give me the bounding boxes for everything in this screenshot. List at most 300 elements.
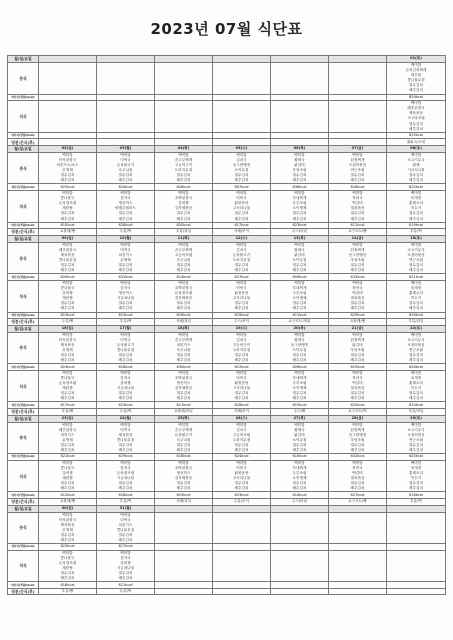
menu-item: 열무김치 bbox=[409, 263, 423, 268]
menu-item: 시금치나물 bbox=[116, 386, 135, 391]
snack-cell: 주스/쿠키 bbox=[213, 319, 271, 326]
dinner-row bbox=[8, 550, 446, 582]
lunch-kcal-row bbox=[8, 274, 446, 281]
menu-item: 열무김치 bbox=[176, 353, 191, 358]
snack-cell bbox=[271, 139, 329, 146]
menu-item: 숙주나물 bbox=[176, 348, 191, 352]
kcal-cell: 622kcal bbox=[39, 184, 97, 191]
dinner-cell bbox=[155, 460, 213, 492]
snack-cell bbox=[271, 588, 329, 595]
menu-item: 열무김치 bbox=[234, 211, 249, 216]
dinner-cell bbox=[387, 550, 446, 582]
menu-item: 제육볶음 bbox=[409, 111, 423, 116]
snack-cell: 우유/빵 bbox=[39, 588, 97, 595]
menu-item: 백미밥 bbox=[352, 280, 363, 285]
menu-item bbox=[271, 538, 328, 543]
snack-cell bbox=[387, 588, 446, 595]
kcal-cell: 609kcal bbox=[271, 274, 329, 281]
menu-item: 백미밥 bbox=[294, 242, 305, 247]
dinner-cell bbox=[329, 101, 387, 133]
menu-item: 배추김치 bbox=[350, 268, 365, 273]
dinner-cell bbox=[271, 101, 329, 133]
day-header: 12(수) bbox=[213, 235, 271, 242]
lunch-cell bbox=[39, 152, 97, 184]
kcal-cell bbox=[155, 132, 213, 139]
menu-item: 백미밥 bbox=[236, 370, 247, 375]
lunch-cell bbox=[39, 242, 97, 274]
day-header: 19(수) bbox=[213, 325, 271, 332]
menu-item: 호박된장국 bbox=[174, 196, 193, 201]
menu-item: 김치국 bbox=[236, 337, 247, 342]
menu-item: 호박된장국 bbox=[174, 286, 193, 291]
menu-item: 멸치볶음 bbox=[350, 476, 365, 481]
menu-item: 배추김치 bbox=[234, 306, 249, 311]
menu-item: 콩나물국 bbox=[60, 196, 75, 201]
snack-cell: 두유/떡 bbox=[97, 229, 155, 236]
menu-item: 열무김치 bbox=[118, 301, 133, 306]
menu-item: 도라지무침 bbox=[232, 437, 251, 442]
kcal-cell: 618kcal bbox=[155, 312, 213, 319]
day-header: 31(월) bbox=[97, 505, 155, 512]
menu-item: 동그랑땡전 bbox=[290, 342, 309, 347]
dinner-kcal-row bbox=[8, 492, 446, 499]
menu-item: 생선까스 bbox=[176, 381, 191, 386]
dinner-cell bbox=[271, 370, 329, 402]
lunch-cell bbox=[329, 63, 387, 95]
kcal-cell: 612kcal bbox=[329, 222, 387, 229]
menu-item: 백미밥 bbox=[62, 422, 73, 427]
lunch-row bbox=[8, 242, 446, 274]
dinner-row bbox=[8, 460, 446, 492]
snack-label: 당분/간식(후) bbox=[8, 588, 39, 595]
menu-item: 오징어볶음 bbox=[348, 163, 367, 168]
menu-item: 연근조림 bbox=[409, 258, 423, 263]
menu-item: 된장찌개 bbox=[350, 247, 365, 252]
menu-item: 연근조림 bbox=[350, 168, 365, 173]
snack-cell: 식혜/쿠키 bbox=[213, 409, 271, 416]
menu-item: 백미밥 bbox=[410, 191, 422, 196]
menu-item: 된장찌개 bbox=[350, 158, 365, 162]
menu-item: 배추김치 bbox=[234, 396, 249, 401]
menu-item: 열무김치 bbox=[350, 443, 365, 447]
menu-item: 백미밥 bbox=[120, 280, 131, 285]
dinner-cell bbox=[271, 550, 329, 582]
menu-item: 배추김치 bbox=[176, 216, 191, 221]
menu-item: 배추김치 bbox=[409, 126, 423, 131]
lunch-row bbox=[8, 63, 446, 95]
menu-item bbox=[329, 576, 386, 581]
menu-item: 열무김치 bbox=[118, 173, 133, 178]
lunch-cell bbox=[329, 422, 387, 454]
snack-cell bbox=[329, 588, 387, 595]
menu-item: 열무김치 bbox=[176, 391, 191, 396]
day-header: 17(월) bbox=[97, 325, 155, 332]
menu-item: 백미밥 bbox=[178, 332, 189, 337]
menu-item: 열무김치 bbox=[60, 173, 75, 178]
lunch-cell bbox=[155, 63, 213, 95]
day-header bbox=[39, 56, 97, 63]
dinner-cell bbox=[387, 460, 446, 492]
menu-item: 열무김치 bbox=[176, 263, 191, 268]
menu-item: 황태국 bbox=[294, 337, 305, 342]
menu-item: 치킨가스 bbox=[60, 432, 75, 437]
menu-item: 계란찜 bbox=[62, 296, 73, 301]
menu-item: 열무김치 bbox=[350, 263, 365, 268]
menu-item: 백미밥 bbox=[294, 422, 305, 427]
menu-item: 미역국 bbox=[120, 427, 131, 432]
kcal-cell: 626kcal bbox=[97, 492, 155, 499]
menu-item: 열무김치 bbox=[118, 391, 133, 396]
snack-label: 당분/간식(후) bbox=[8, 498, 39, 505]
menu-item: 오이생채 bbox=[292, 476, 307, 481]
menu-item: 시금치나물 bbox=[116, 565, 135, 570]
menu-item: 배추김치 bbox=[60, 216, 75, 221]
dinner-row bbox=[8, 101, 446, 133]
dinner-label: 석식 bbox=[8, 191, 39, 223]
menu-item: 배추김치 bbox=[292, 486, 307, 491]
menu-item: 부대찌개 bbox=[292, 465, 307, 470]
menu-item: 백미밥 bbox=[120, 512, 131, 517]
menu-item: 열무김치 bbox=[409, 481, 423, 486]
menu-item: 백미밥 bbox=[294, 280, 305, 285]
menu-item: 감자국 bbox=[120, 375, 131, 380]
menu-item bbox=[271, 127, 328, 132]
menu-item bbox=[387, 538, 445, 543]
dinner-cell bbox=[155, 550, 213, 582]
kcal-cell: 616kcal bbox=[155, 454, 213, 461]
menu-item: 오이무침 bbox=[292, 258, 307, 263]
menu-item: 백미밥 bbox=[62, 460, 73, 465]
menu-item: 황태국 bbox=[294, 247, 305, 252]
menu-item: 백미밥 bbox=[294, 191, 305, 196]
day-header: 01(토) bbox=[387, 56, 446, 63]
menu-item: 감자국 bbox=[120, 465, 131, 470]
menu-item: 두부조림 bbox=[292, 381, 307, 386]
menu-item: 콩나물국 bbox=[60, 465, 75, 470]
menu-item: 닭볶음탕 bbox=[234, 470, 249, 475]
menu-item: 백미밥 bbox=[410, 460, 422, 465]
menu-item: 돈육불고기 bbox=[116, 342, 135, 347]
menu-item: 계란찜 bbox=[62, 386, 73, 391]
menu-item: 배추김치 bbox=[409, 268, 423, 273]
menu-item: 콩나물무침 bbox=[116, 348, 135, 352]
menu-item: 소고기무국 bbox=[407, 247, 425, 252]
kcal-cell: 612kcal bbox=[213, 364, 271, 371]
menu-item: 호박된장국 bbox=[174, 375, 193, 380]
menu-item: 감자국 bbox=[120, 555, 131, 560]
menu-item: 오이무침 bbox=[234, 168, 249, 173]
menu-item bbox=[213, 127, 270, 132]
lunch-cell bbox=[97, 152, 155, 184]
menu-item: 어묵국 bbox=[236, 465, 247, 470]
menu-item: 북어국 bbox=[352, 196, 363, 201]
menu-item: 양배추샐러드 bbox=[115, 206, 136, 211]
menu-item: 계란찜 bbox=[62, 206, 73, 211]
menu-item: 열무김치 bbox=[234, 443, 249, 447]
menu-item: 황태국 bbox=[294, 427, 305, 432]
menu-item: 소고기무국 bbox=[407, 427, 425, 432]
kcal-cell: 618kcal bbox=[387, 492, 446, 499]
kcal-cell: 636kcal bbox=[271, 184, 329, 191]
menu-item: 열무김치 bbox=[118, 481, 133, 486]
kcal-cell: 629kcal bbox=[387, 94, 446, 101]
menu-item bbox=[39, 127, 96, 132]
snack-cell: 요구르트/빵 bbox=[329, 229, 387, 236]
snack-cell: 두유/빵 bbox=[39, 319, 97, 326]
menu-item: 소고기무국 bbox=[407, 158, 425, 162]
lunch-label: 중식 bbox=[8, 512, 39, 544]
kcal-cell: 621kcal bbox=[387, 274, 446, 281]
kcal-cell bbox=[97, 94, 155, 101]
menu-item: 시금치나물 bbox=[407, 168, 425, 173]
menu-item: 미역국 bbox=[120, 517, 131, 522]
snack-cell: 주스/빵 bbox=[271, 409, 329, 416]
menu-item: 배추김치 bbox=[350, 178, 365, 183]
lunch-row bbox=[8, 332, 446, 364]
kcal-cell: 614kcal bbox=[387, 402, 446, 409]
menu-item: 된장찌개 bbox=[350, 337, 365, 342]
dinner-cell bbox=[97, 191, 155, 223]
menu-item: 오징어볶음 bbox=[407, 432, 425, 437]
menu-item: 백미밥 bbox=[62, 550, 73, 555]
menu-item: 배추김치 bbox=[234, 268, 249, 273]
dinner-cell bbox=[39, 370, 97, 402]
menu-item: 김치국 bbox=[236, 247, 247, 252]
menu-item: 무생채 bbox=[120, 258, 131, 263]
menu-item: 백미밥 bbox=[178, 152, 189, 157]
lunch-cell bbox=[329, 152, 387, 184]
menu-item: 콩나물무침 bbox=[58, 258, 77, 263]
kcal-cell: 617kcal bbox=[213, 222, 271, 229]
menu-item: 오이무침 bbox=[292, 348, 307, 352]
menu-item: 백미밥 bbox=[120, 191, 131, 196]
menu-item: 배추김치 bbox=[409, 396, 423, 401]
menu-item: 열무김치 bbox=[350, 391, 365, 396]
kcal-cell: 618kcal bbox=[97, 364, 155, 371]
menu-item: 된장찌개 bbox=[350, 427, 365, 432]
lunch-row bbox=[8, 512, 446, 544]
menu-item: 배추김치 bbox=[176, 448, 191, 453]
kcal-cell: 614kcal bbox=[155, 274, 213, 281]
menu-item: 아욱된장국 bbox=[58, 158, 77, 162]
menu-item: 열무김치 bbox=[118, 532, 133, 537]
menu-item: 오이생채 bbox=[292, 296, 307, 301]
dinner-cell bbox=[97, 460, 155, 492]
menu-item: 김치국 bbox=[236, 427, 247, 432]
menu-item: 백미밥 bbox=[294, 460, 305, 465]
menu-item: 열무김치 bbox=[176, 301, 191, 306]
menu-item: 북어국 bbox=[352, 465, 363, 470]
menu-item: 도라지무침 bbox=[232, 348, 251, 352]
lunch-label: 중식 bbox=[8, 422, 39, 454]
kcal-cell: 618kcal bbox=[329, 184, 387, 191]
menu-item: 배추된장국 bbox=[58, 247, 77, 252]
menu-item: 부대찌개 bbox=[292, 375, 307, 380]
menu-item: 백미밥 bbox=[410, 422, 422, 427]
day-header: 03(월) bbox=[97, 145, 155, 152]
lunch-cell bbox=[155, 332, 213, 364]
menu-item: 배추김치 bbox=[350, 396, 365, 401]
day-header: 05(수) bbox=[213, 145, 271, 152]
menu-item: 잡채 bbox=[412, 163, 420, 168]
snack-cell: 두유/떡 bbox=[97, 409, 155, 416]
dinner-cell bbox=[213, 101, 271, 133]
menu-item: 배추김치 bbox=[234, 448, 249, 453]
menu-item: 닭볶음탕 bbox=[234, 381, 249, 386]
menu-item: 제육볶음 bbox=[60, 253, 75, 257]
menu-item: 도라지무침 bbox=[174, 168, 193, 173]
kcal-cell: 616kcal bbox=[39, 582, 97, 589]
kcal-cell bbox=[271, 544, 329, 551]
day-header: 23(일) bbox=[39, 415, 97, 422]
menu-item: 백미밥 bbox=[120, 332, 131, 337]
menu-item: 돈육장조림 bbox=[174, 291, 193, 296]
date-row-label: 월/일/요일 bbox=[8, 235, 39, 242]
dinner-cell bbox=[213, 550, 271, 582]
dinner-cell bbox=[39, 191, 97, 223]
menu-item: 열무김치 bbox=[234, 263, 249, 268]
lunch-cell bbox=[387, 152, 446, 184]
menu-item: 배추김치 bbox=[176, 178, 191, 183]
menu-item: 백미밥 bbox=[178, 191, 189, 196]
menu-item: 백미밥 bbox=[236, 152, 247, 157]
meal-table bbox=[7, 55, 446, 595]
menu-item: 갈비찜 bbox=[62, 470, 73, 475]
menu-item: 고사리나물 bbox=[232, 386, 251, 391]
kcal-cell bbox=[213, 544, 271, 551]
menu-item: 훈제오리 bbox=[409, 201, 423, 206]
lunch-cell bbox=[39, 332, 97, 364]
menu-item: 고사리나물 bbox=[232, 476, 251, 481]
menu-item: 백미밥 bbox=[62, 332, 73, 337]
menu-item: 백미밥 bbox=[352, 460, 363, 465]
menu-item: 오이생채 bbox=[292, 206, 307, 211]
kcal-cell: 615kcal bbox=[387, 132, 446, 139]
kcal-cell: 607kcal bbox=[213, 184, 271, 191]
menu-item: 백미밥 bbox=[178, 422, 189, 427]
menu-item: 무생채 bbox=[62, 348, 73, 352]
kcal-cell: 610kcal bbox=[271, 454, 329, 461]
menu-item: 백미밥 bbox=[410, 370, 422, 375]
menu-item: 훈제오리 bbox=[409, 291, 423, 296]
menu-item: 고등어구이 bbox=[232, 342, 251, 347]
menu-item: 닭갈비 bbox=[294, 163, 305, 168]
menu-item: 떡갈비 bbox=[352, 291, 363, 296]
lunch-cell bbox=[97, 332, 155, 364]
lunch-cell bbox=[97, 512, 155, 544]
menu-item: 배추김치 bbox=[409, 306, 423, 311]
menu-item: 백미밥 bbox=[120, 370, 131, 375]
week-header-row bbox=[8, 325, 446, 332]
lunch-cell bbox=[39, 512, 97, 544]
kcal-cell bbox=[329, 132, 387, 139]
snack-label: 당분/간식(후) bbox=[8, 319, 39, 326]
dinner-kcal-row bbox=[8, 222, 446, 229]
dinner-label: 석식 bbox=[8, 460, 39, 492]
menu-item bbox=[213, 88, 270, 93]
menu-item: 치킨가스 bbox=[118, 522, 133, 527]
snack-cell: 우유/과일 bbox=[387, 319, 446, 326]
date-row-label: 월/일/요일 bbox=[8, 325, 39, 332]
menu-item: 콩나물국 bbox=[60, 375, 75, 380]
lunch-cell bbox=[387, 512, 446, 544]
dinner-cell bbox=[155, 101, 213, 133]
menu-item: 열무김치 bbox=[234, 391, 249, 396]
menu-item: 소고기무국 bbox=[407, 337, 425, 342]
day-header bbox=[329, 505, 387, 512]
energy-label: 에너지(열량)(kcal) bbox=[8, 94, 39, 101]
lunch-label: 중식 bbox=[8, 332, 39, 364]
lunch-cell bbox=[213, 242, 271, 274]
kcal-cell: 624kcal bbox=[213, 454, 271, 461]
day-header: 22(토) bbox=[387, 325, 446, 332]
lunch-cell bbox=[271, 512, 329, 544]
menu-item: 연근조림 bbox=[409, 437, 423, 442]
date-row-label: 월/일/요일 bbox=[8, 415, 39, 422]
menu-item: 훈제오리 bbox=[409, 470, 423, 475]
menu-item bbox=[155, 88, 212, 93]
menu-item: 부대찌개 bbox=[292, 286, 307, 291]
menu-item: 배추김치 bbox=[118, 358, 133, 363]
energy-label: 에너지(열량)(kcal) bbox=[8, 454, 39, 461]
menu-item: 깍두기 bbox=[410, 386, 422, 391]
menu-item: 제육볶음 bbox=[60, 522, 75, 527]
kcal-cell: 628kcal bbox=[387, 364, 446, 371]
menu-item: 배추김치 bbox=[176, 268, 191, 273]
menu-item: 백미밥 bbox=[236, 191, 247, 196]
menu-item: 훈제오리 bbox=[409, 381, 423, 386]
day-header: 26(수) bbox=[213, 415, 271, 422]
menu-item: 미역국 bbox=[120, 337, 131, 342]
kcal-cell: 629kcal bbox=[97, 454, 155, 461]
menu-item: 돈육장조림 bbox=[58, 560, 77, 565]
menu-item: 배추김치 bbox=[292, 178, 307, 183]
snack-cell: 요구르트/빵 bbox=[329, 498, 387, 505]
kcal-cell bbox=[213, 132, 271, 139]
snack-cell bbox=[329, 139, 387, 146]
menu-item: 육개장 bbox=[410, 286, 422, 291]
date-row-label: 월/일/요일 bbox=[8, 145, 39, 152]
day-header bbox=[271, 505, 329, 512]
menu-item: 돈육장조림 bbox=[116, 470, 135, 475]
snack-row bbox=[8, 498, 446, 505]
menu-item: 치킨가스/소스 bbox=[56, 163, 79, 168]
menu-item: 열무김치 bbox=[409, 353, 423, 358]
day-header: 02(일) bbox=[39, 145, 97, 152]
day-header bbox=[213, 56, 271, 63]
menu-item: 열무김치 bbox=[292, 353, 307, 358]
menu-item: 백미밥 bbox=[236, 242, 247, 247]
menu-item: 열무김치 bbox=[234, 481, 249, 486]
menu-item: 어묵국 bbox=[236, 196, 247, 201]
kcal-cell: 620kcal bbox=[329, 402, 387, 409]
menu-item: 순두부찌개 bbox=[174, 158, 193, 162]
menu-item: 열무김치 bbox=[350, 173, 365, 178]
lunch-cell bbox=[213, 512, 271, 544]
lunch-cell bbox=[213, 332, 271, 364]
energy-label: 에너지(열량)(kcal) bbox=[8, 312, 39, 319]
menu-item: 배추김치 bbox=[409, 178, 423, 183]
menu-item: 떡갈비 bbox=[352, 470, 363, 475]
menu-item: 떡갈비 bbox=[352, 381, 363, 386]
lunch-cell bbox=[271, 422, 329, 454]
menu-item: 치킨가스 bbox=[176, 342, 191, 347]
snack-cell: 쿨피스/도넛 bbox=[387, 139, 446, 146]
menu-item: 열무김치 bbox=[292, 263, 307, 268]
menu-item: 돈육장조림 bbox=[58, 381, 77, 386]
menu-item: 배추김치 bbox=[118, 486, 133, 491]
menu-item: 백미밥 bbox=[120, 460, 131, 465]
